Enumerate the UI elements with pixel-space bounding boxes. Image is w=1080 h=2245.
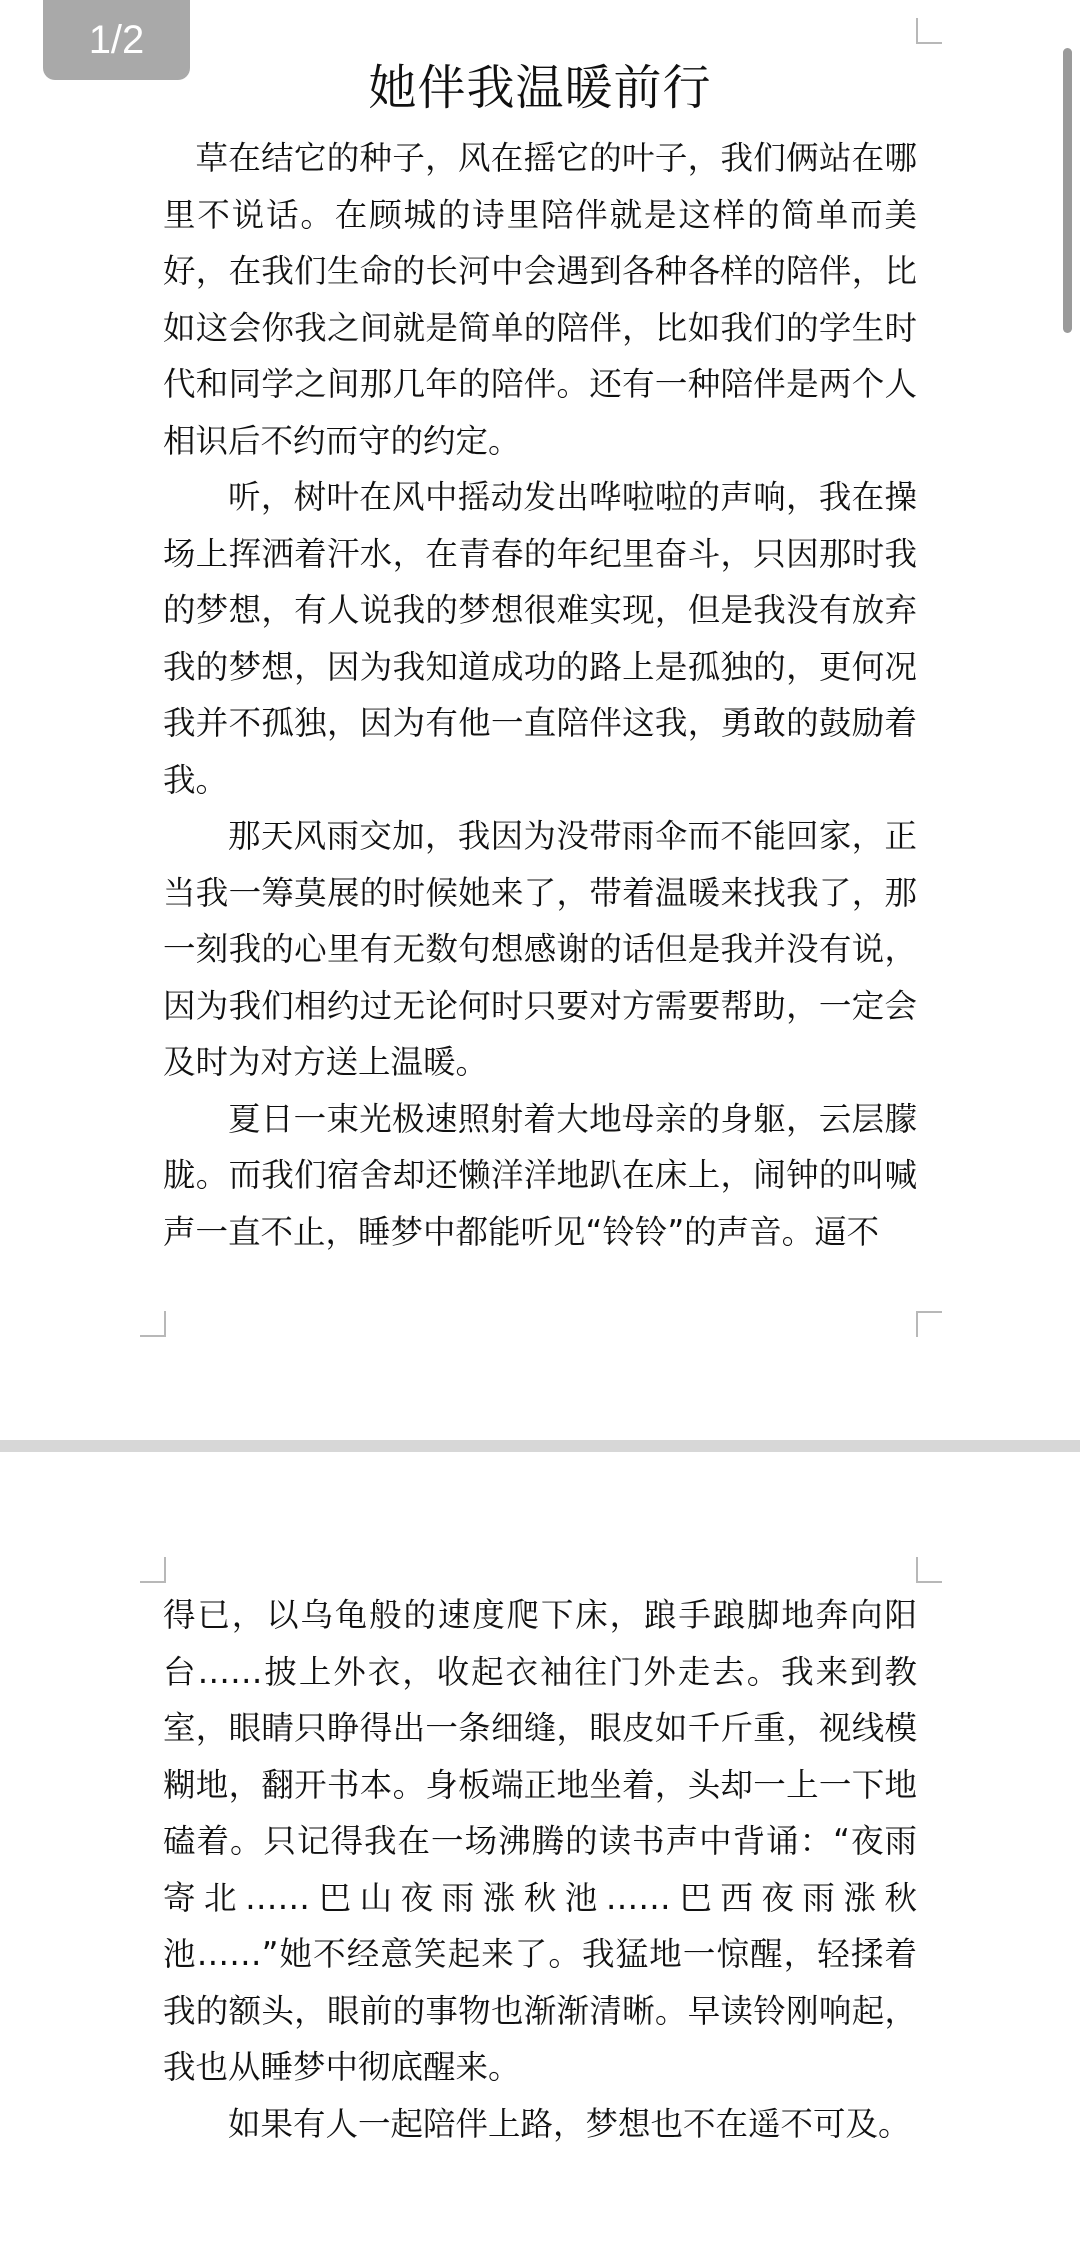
page-corner-mark	[140, 1557, 166, 1583]
page-indicator[interactable]: 1/2	[43, 0, 190, 80]
page-2-body	[163, 1587, 917, 2152]
paragraph: 得已，以乌龟般的速度爬下床，踉手踉脚地奔向阳台……披上外衣，收起衣袖往门外走去。我来到教室，眼睛只睁得出一条细缝，眼皮如千斤重，视线模糊地，翻开书本。身板端正地坐着，头却一上一下地磕着。只记得我在一场沸腾的读书声中背诵：“夜雨寄北……巴山夜雨涨秋池……巴西夜雨涨秋池……”她不经意笑起来了。我猛地一惊醒，轻揉着我的额头，眼前的事物也渐渐清晰。早读铃刚响起，我也从睡梦中彻底醒来。	[163, 1596, 917, 2086]
paragraph: 听，树叶在风中摇动发出哗啦啦的声响，我在操场上挥洒着汗水，在青春的年纪里奋斗，只因那时我的梦想，有人说我的梦想很难实现，但是我没有放弃我的梦想，因为我知道成功的路上是孤独的，更何况我并不孤独，因为有他一直陪伴这我，勇敢的鼓励着我。	[163, 478, 917, 799]
paragraph: 那天风雨交加，我因为没带雨伞而不能回家，正当我一筹莫展的时候她来了，带着温暖来找我了，那一刻我的心里有无数句想感谢的话但是我并没有说，因为我们相约过无论何时只要对方需要帮助，一定会及时为对方送上温暖。	[163, 817, 917, 1081]
paragraph: 夏日一束光极速照射着大地母亲的身躯，云层朦胧。而我们宿舍却还懒洋洋地趴在床上，闹钟的叫喊声一直不止，睡梦中都能听见“铃铃”的声音。逼不	[163, 1099, 917, 1251]
page-1-body	[163, 130, 917, 1260]
page-separator	[0, 1440, 1080, 1452]
scrollbar[interactable]	[1063, 48, 1072, 333]
document-title: 她伴我温暖前行	[368, 60, 712, 116]
page-corner-mark	[916, 1311, 942, 1337]
paragraph: 如果有人一起陪伴上路，梦想也不在遥不可及。	[228, 2104, 911, 2143]
paragraph: 草在结它的种子，风在摇它的叶子，我们俩站在哪里不说话。在顾城的诗里陪伴就是这样的简单而美好，在我们生命的长河中会遇到各种各样的陪伴，比如这会你我之间就是简单的陪伴，比如我们的学生时代和同学之间那几年的陪伴。还有一种陪伴是两个人相识后不约而守的约定。	[163, 139, 917, 460]
page-corner-mark	[916, 1557, 942, 1583]
page-corner-mark	[916, 18, 942, 44]
page-corner-mark	[140, 1311, 166, 1337]
